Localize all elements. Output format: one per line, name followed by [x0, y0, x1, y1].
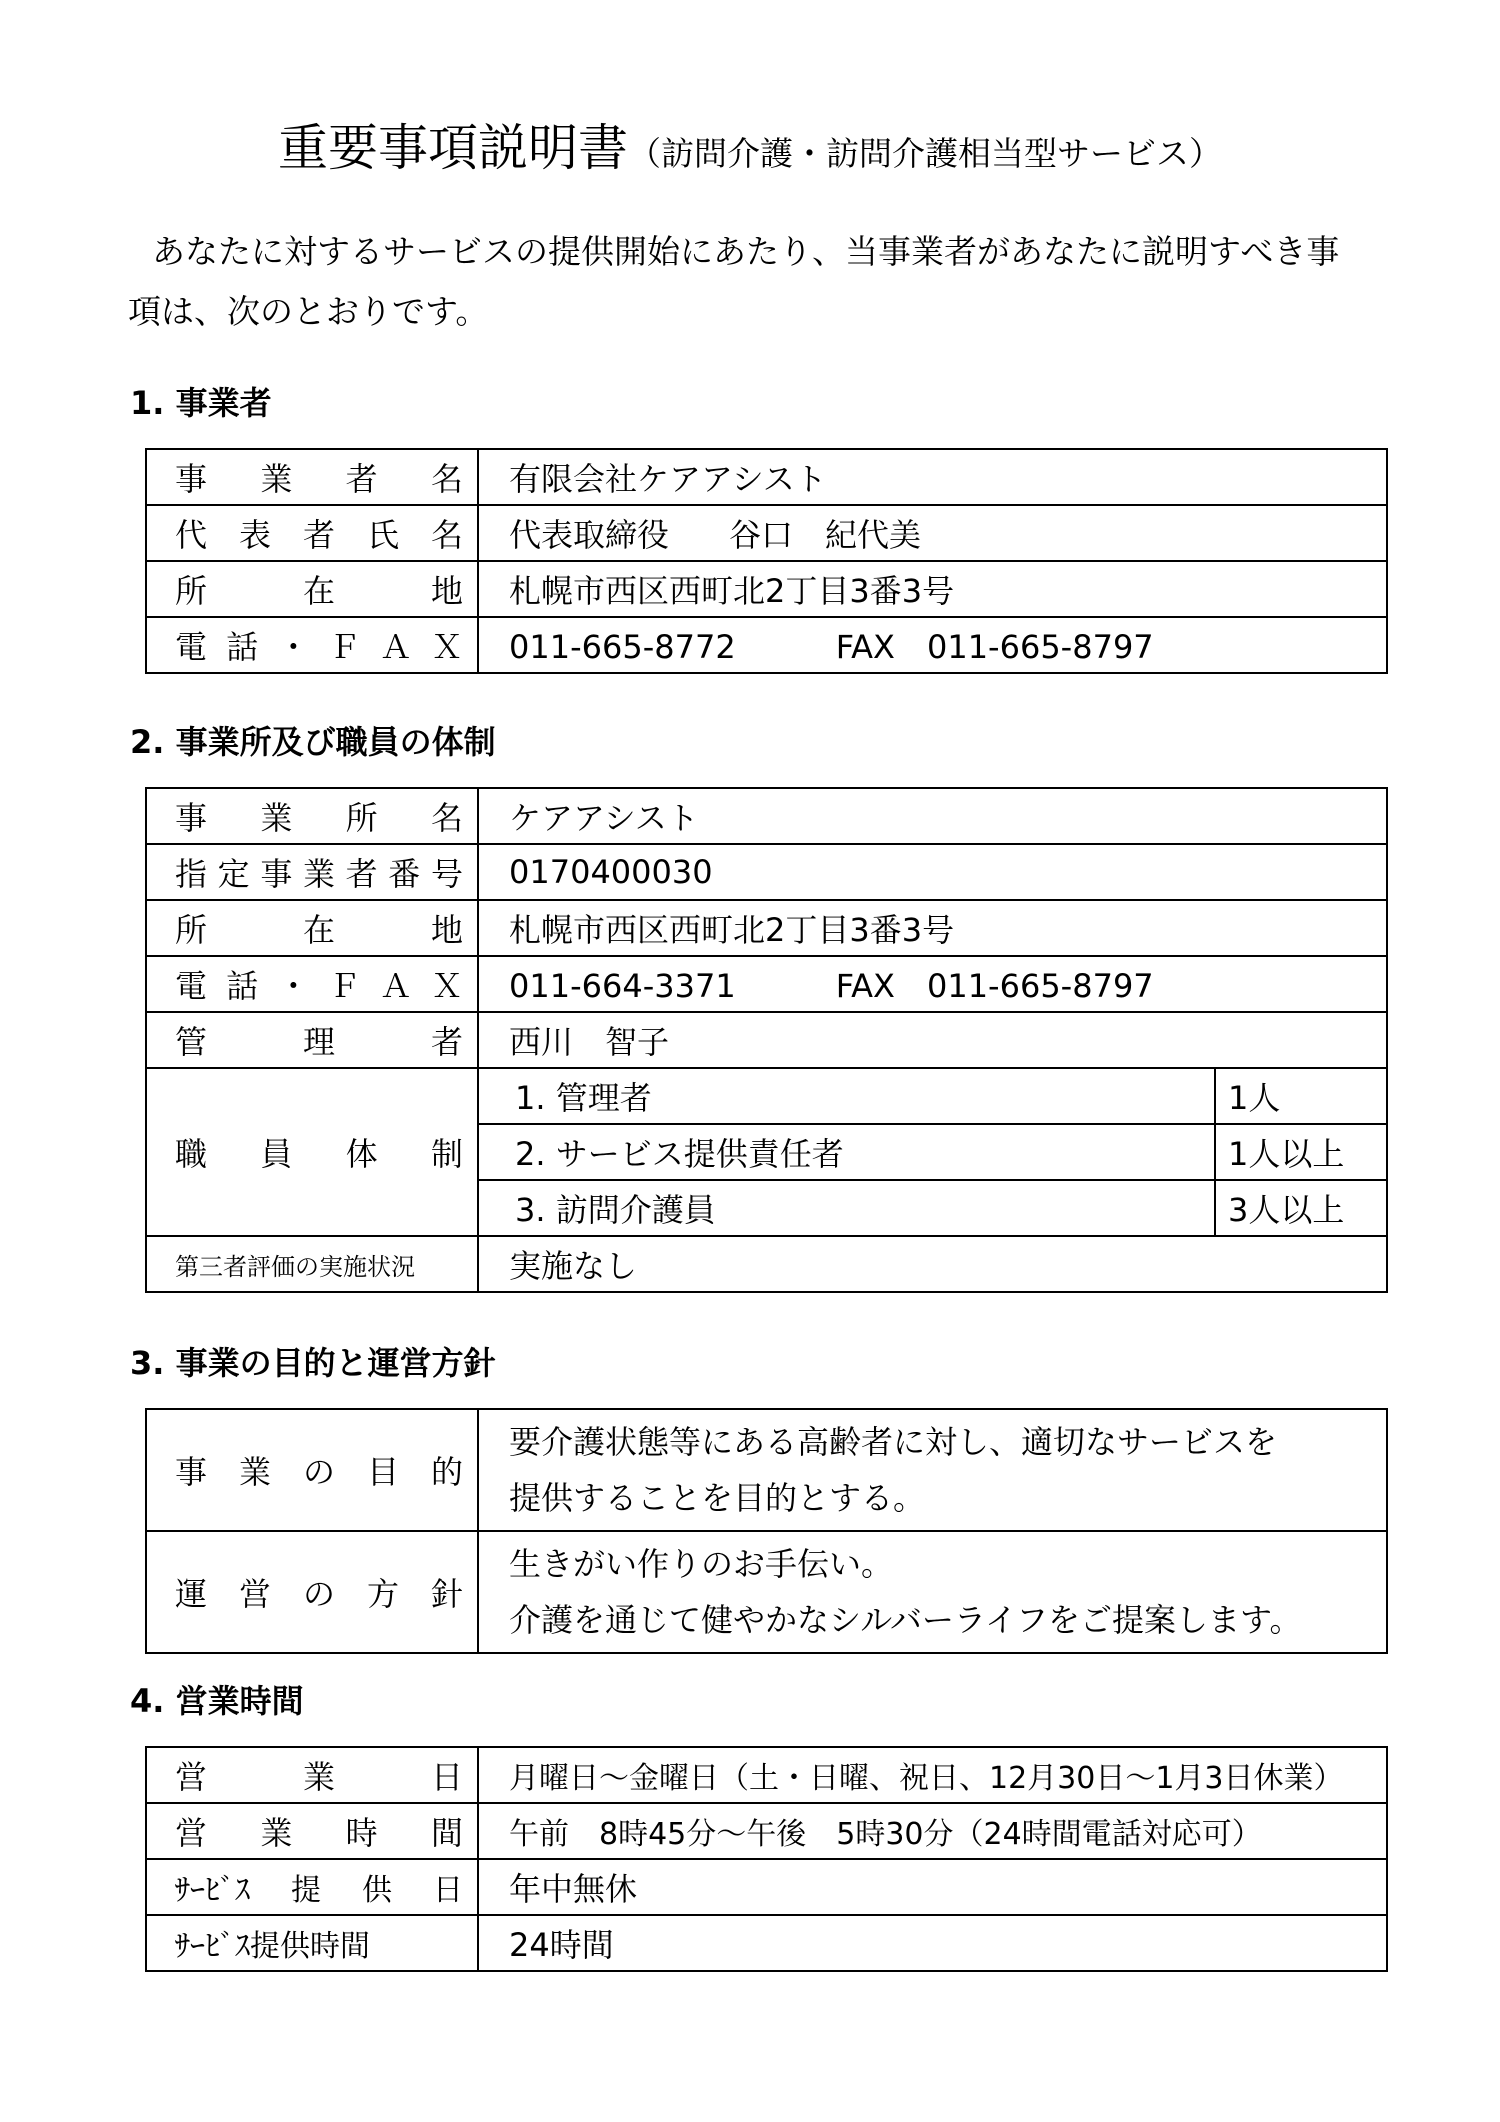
- value-office-address: 札幌市西区西町北2丁目3番3号: [478, 900, 1387, 956]
- label-operator-name: 事 業 者 名: [146, 449, 478, 505]
- table-row: [146, 561, 1387, 617]
- page-title: [0, 108, 1500, 180]
- label-service-days: ｻｰﾋﾞｽ 提 供 日: [146, 1859, 478, 1915]
- intro-line-2: 項は、次のとおりです。: [128, 292, 489, 331]
- staff-row: [479, 1124, 1386, 1180]
- value-third-party-evaluation: 実施なし: [478, 1236, 1387, 1292]
- label-tel-fax: 電 話 ・ Ｆ Ａ Ｘ: [146, 617, 478, 673]
- title-main: 重要事項説明書: [278, 119, 628, 177]
- table-row: [146, 788, 1387, 844]
- label-business-purpose: 事 業 の 目 的: [146, 1409, 478, 1531]
- value-representative: 代表取締役 谷口 紀代美: [478, 505, 1387, 561]
- intro-paragraph: [128, 222, 1378, 342]
- label-office-name: 事 業 所 名: [146, 788, 478, 844]
- label-address: 所 在 地: [146, 561, 478, 617]
- staff-subtable: [479, 1069, 1386, 1235]
- table-row: [146, 449, 1387, 505]
- value-business-purpose: 要介護状態等にある高齢者に対し、適切なサービスを 提供することを目的とする。: [478, 1409, 1387, 1531]
- label-service-hours: ｻｰﾋﾞｽ提供時間: [146, 1915, 478, 1971]
- staff-row: [479, 1180, 1386, 1235]
- table-row: [146, 1859, 1387, 1915]
- value-operator-name: 有限会社ケアアシスト: [478, 449, 1387, 505]
- section-3-heading: 3. 事業の目的と運営方針: [130, 1344, 496, 1382]
- value-business-hours: 午前 8時45分～午後 5時30分（24時間電話対応可）: [478, 1803, 1387, 1859]
- staff-count: 3人以上: [1215, 1180, 1386, 1235]
- staff-count: 1人以上: [1215, 1124, 1386, 1180]
- staff-row: [479, 1069, 1386, 1124]
- table-row: [146, 1068, 1387, 1236]
- section-4-heading: 4. 営業時間: [130, 1682, 304, 1720]
- table-row: [146, 1409, 1387, 1531]
- table-row: [146, 1747, 1387, 1803]
- label-office-tel-fax: 電 話 ・ Ｆ Ａ Ｘ: [146, 956, 478, 1012]
- value-tel-fax: [478, 617, 1387, 673]
- value-address: 札幌市西区西町北2丁目3番3号: [478, 561, 1387, 617]
- section-1-heading: 1. 事業者: [130, 384, 272, 422]
- value-manager: 西川 智子: [478, 1012, 1387, 1068]
- table-row: [146, 617, 1387, 673]
- value-office-tel-fax: [478, 956, 1387, 1012]
- table-row: [146, 900, 1387, 956]
- table-row: [146, 956, 1387, 1012]
- staff-role: 3. 訪問介護員: [515, 1191, 716, 1229]
- label-office-address: 所 在 地: [146, 900, 478, 956]
- operator-table: [145, 448, 1388, 674]
- table-row: [146, 1236, 1387, 1292]
- staff-structure-cell: [478, 1068, 1387, 1236]
- staff-role: 1. 管理者: [479, 1069, 1215, 1124]
- label-manager: 管 理 者: [146, 1012, 478, 1068]
- label-third-party-evaluation: 第三者評価の実施状況: [146, 1236, 478, 1292]
- table-row: [146, 1531, 1387, 1653]
- table-row: [146, 1012, 1387, 1068]
- value-office-name: ケアアシスト: [478, 788, 1387, 844]
- tel-number: 011-664-3371: [509, 967, 736, 1005]
- value-designation-number: 0170400030: [478, 844, 1387, 900]
- label-staff-structure: 職 員 体 制: [146, 1068, 478, 1236]
- office-table: [145, 787, 1388, 1293]
- title-subtitle: （訪問介護・訪問介護相当型サービス）: [628, 134, 1222, 173]
- fax-number: FAX 011-665-8797: [835, 628, 1154, 666]
- value-management-policy: 生きがい作りのお手伝い。 介護を通じて健やかなシルバーライフをご提案します。: [478, 1531, 1387, 1653]
- business-hours-table: [145, 1746, 1388, 1972]
- staff-role: 2. サービス提供責任者: [479, 1124, 1215, 1180]
- intro-line-1: あなたに対するサービスの提供開始にあたり、当事業者があなたに説明すべき事: [152, 232, 1340, 271]
- table-row: [146, 505, 1387, 561]
- purpose-table: [145, 1408, 1388, 1654]
- label-management-policy: 運 営 の 方 針: [146, 1531, 478, 1653]
- table-row: [146, 844, 1387, 900]
- section-2-heading: 2. 事業所及び職員の体制: [130, 723, 496, 761]
- label-business-hours: 営 業 時 間: [146, 1803, 478, 1859]
- label-business-days: 営 業 日: [146, 1747, 478, 1803]
- fax-number: FAX 011-665-8797: [835, 967, 1154, 1005]
- table-row: [146, 1803, 1387, 1859]
- value-service-days: 年中無休: [478, 1859, 1387, 1915]
- label-designation-number: 指 定 事 業 者 番 号: [146, 844, 478, 900]
- tel-number: 011-665-8772: [509, 628, 736, 666]
- value-service-hours: 24時間: [478, 1915, 1387, 1971]
- label-representative: 代 表 者 氏 名: [146, 505, 478, 561]
- staff-count: 1人: [1215, 1069, 1386, 1124]
- table-row: [146, 1915, 1387, 1971]
- value-business-days: 月曜日～金曜日（土・日曜、祝日、12月30日～1月3日休業）: [478, 1747, 1387, 1803]
